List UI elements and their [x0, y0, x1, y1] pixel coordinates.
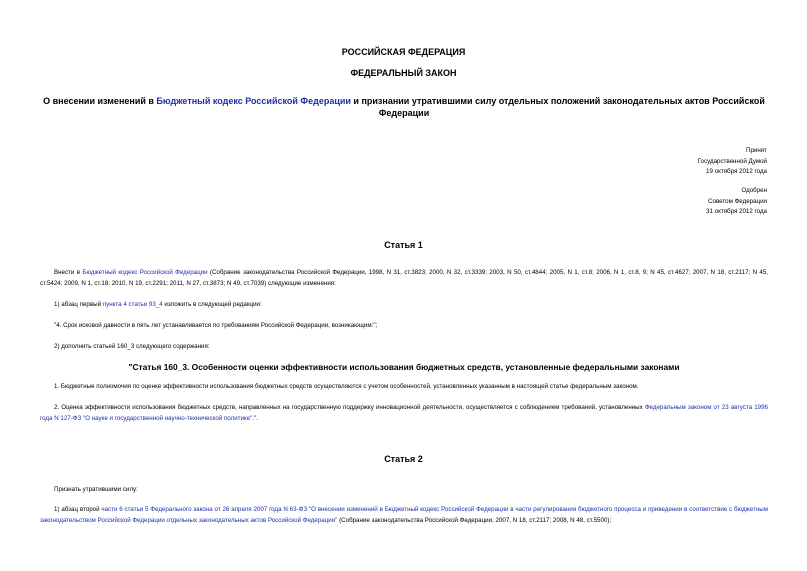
article-1-item-1: 1) абзац первый пункта 4 статьи 93_4 изложить в следующей редакции:	[54, 301, 262, 308]
approved-block: Одобрен Советом Федерации 31 октября 2012 года	[706, 187, 767, 215]
article-1-intro: Внести в Бюджетный кодекс Российской Федерации (Собрание законодательства Российской Федерации, 1998, N 31, ст.3823; 2000, N 32, ст.3339; 2003, N 50, ст.4844; 2005, N 1, ст.8; 2006, N 1, ст.8, 9; N 45, ст.4627; 2007, N 18, ст.2117; N 45, ст.5424; 2009, N 1, ст.18; 2010, N 19, ст.2291; 2011, N 27, ст.3873; N 49, ст.7039) следующие изменения:	[40, 269, 768, 287]
federal-law-127-link[interactable]: Федеральным законом от 23 августа 1996 года N 127-ФЗ "О науке и государственной научно-технической политике"	[40, 404, 768, 422]
article-2-heading: Статья 2	[384, 454, 423, 464]
budget-code-link[interactable]: Бюджетный кодекс Российской Федерации	[156, 96, 351, 106]
law-title: О внесении изменений в Бюджетный кодекс Российской Федерации и признании утратившими силу отдельных положений законодательных актов Российской Федерации	[43, 96, 765, 118]
adopted-block: Принят Государственной Думой 19 октября 2012 года	[697, 147, 767, 175]
article-2-intro: Признать утратившими силу:	[54, 486, 138, 493]
article-160-3-para-2: 2. Оценка эффективности использования бюджетных средств, направленных на государственную поддержку инновационной деятельности, осуществляется с соблюдением требований, установленных Федеральным законом от 23 августа 1996 года N 127-ФЗ "О науке и государственной научно-технической политике".".	[40, 404, 768, 422]
article-160-3-para-1: 1. Бюджетные полномочия по оценке эффективности использования бюджетных средств осуществляются с учетом особенностей, установленных указанным в настоящей статье федеральным законом.	[54, 383, 639, 390]
federal-law-63-link[interactable]: части 6 статьи 5 Федерального закона от 26 апреля 2007 года N 63-ФЗ "О внесении изменений в Бюджетный кодекс Российской Федерации в части регулирования бюджетного процесса и приведении в соответствие с бюджетным законодательством Российской Федерации отдельных законодательных актов Российской Федерации"	[40, 506, 768, 524]
article-1-item-2: 2) дополнить статьей 160_3 следующего содержания:	[54, 343, 210, 350]
article-93-4-link[interactable]: пункта 4 статьи 93_4	[102, 301, 163, 308]
law-type-heading: ФЕДЕРАЛЬНЫЙ ЗАКОН	[350, 68, 457, 78]
country-heading: РОССИЙСКАЯ ФЕДЕРАЦИЯ	[341, 47, 466, 57]
article-2-item-1: 1) абзац второй части 6 статьи 5 Федерального закона от 26 апреля 2007 года N 63-ФЗ "О внесении изменений в Бюджетный кодекс Российской Федерации в части регулирования бюджетного процесса и приведении в соответствие с бюджетным законодательством Российской Федерации отдельных законодательных актов Российской Федерации" (Собрание законодательства Российской Федерации, 2007, N 18, ст.2117; 2008, N 48, ст.5500);	[40, 506, 768, 524]
budget-code-link-2[interactable]: Бюджетный кодекс Российской Федерации	[82, 269, 208, 276]
new-article-160-3-heading: "Статья 160_3. Особенности оценки эффективности использования бюджетных средств, установленные федеральными законами	[128, 362, 680, 372]
article-1-heading: Статья 1	[384, 240, 423, 250]
article-1-quote-1: "4. Срок исковой давности в пять лет устанавливается по требованиям Российской Федерации, возникающим:";	[54, 322, 378, 329]
